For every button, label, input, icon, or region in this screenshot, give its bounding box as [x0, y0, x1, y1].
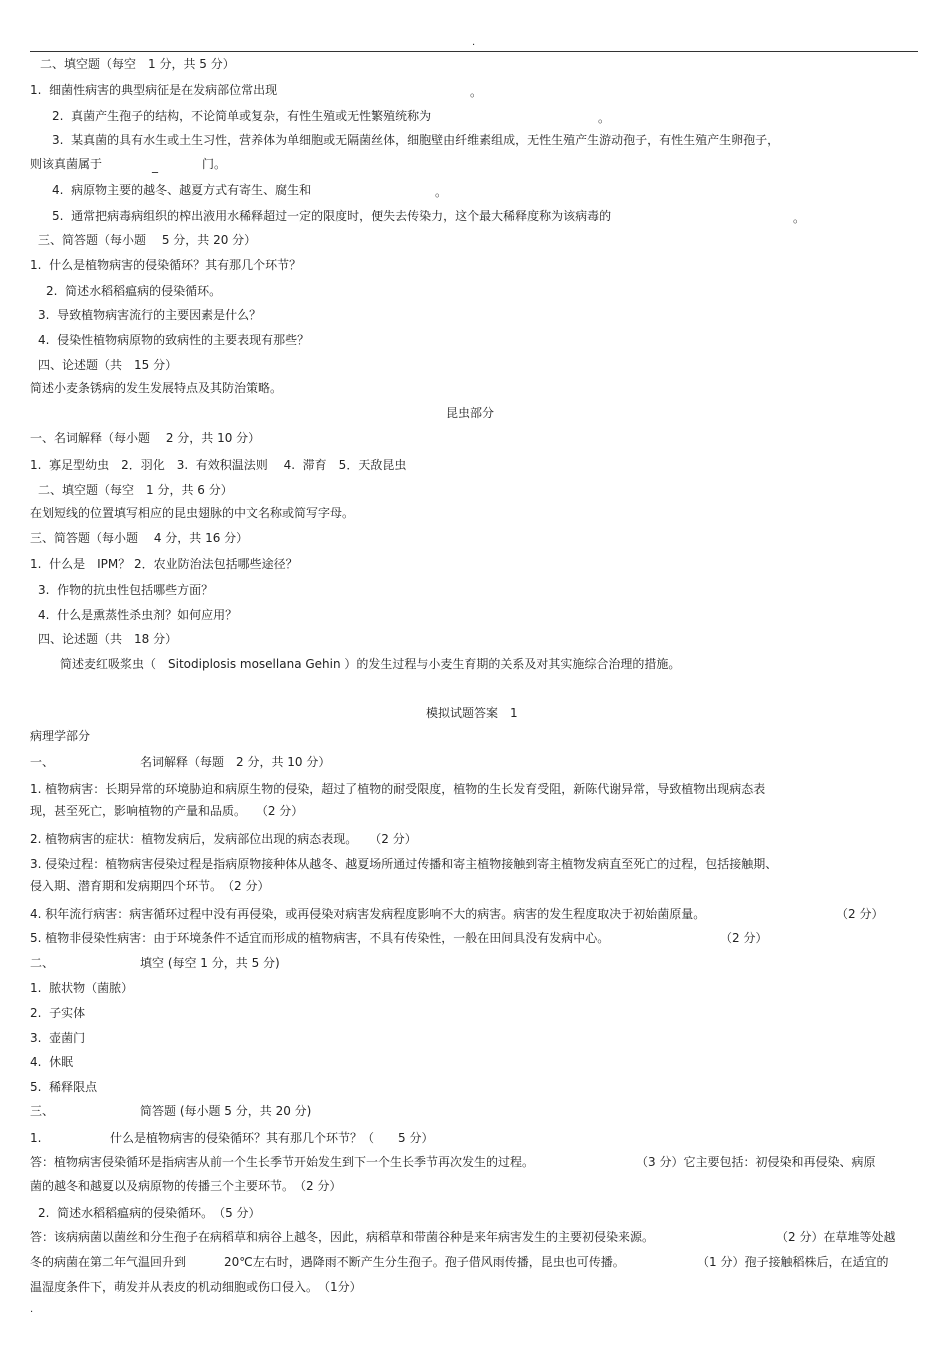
answer-line: 5. 植物非侵染性病害：由于环境条件不适宜而形成的植物病害，不具有传染性，一般在田间具没有发病中心。: [30, 931, 610, 945]
question-item: 1. 什么是 IPM？ 2．农业防治法包括哪些途径？: [30, 557, 298, 571]
question-item: 3. 某真菌的具有水生或土生习性，营养体为单细胞或无隔菌丝体，细胞壁由纤维素组成，无性生殖产生游动孢子，有性生殖产生卵孢子，: [52, 133, 780, 147]
section-title: 三、简答题（每小题 5 分，共 20 分）: [38, 233, 257, 247]
score-label: （2 分）: [836, 907, 884, 921]
header-rule: [30, 51, 918, 52]
question-item: 4. 什么是熏蒸性杀虫剂？如何应用？: [38, 608, 238, 622]
question-item: 3. 导致植物病害流行的主要因素是什么？: [38, 308, 262, 322]
section-title-num: 二、: [30, 956, 55, 970]
question-item: 简述麦红吸浆虫（ Sitodiplosis mosellana Gehin ）的发生过程与小麦生育期的关系及对其实施综合治理的措施。: [60, 657, 681, 671]
section-title: 二、填空题（每空 1 分，共 5 分）: [40, 57, 235, 71]
question-item: 则该真菌属于: [30, 157, 103, 171]
question-item: 3. 作物的抗虫性包括哪些方面？: [38, 583, 214, 597]
header-dot: .: [472, 37, 476, 48]
section-title: 四、论述题（共 15 分）: [38, 358, 178, 372]
section-title: 名词解释（每题 2 分，共 10 分）: [140, 755, 331, 769]
answer-line: 2. 植物病害的症状：植物发病后，发病部位出现的病态表现。 （2 分）: [30, 832, 417, 846]
answer-line: 答：植物病害侵染循环是指病害从前一个生长季节开始发生到下一个生长季节再次发生的过程。: [30, 1155, 535, 1169]
question-item: 2. 简述水稻稻瘟病的侵染循环。 （5 分）: [38, 1206, 261, 1220]
question-item: 1. 细菌性病害的典型病征是在发病部位常出现: [30, 83, 278, 97]
question-item: 1. 寡足型幼虫 2．羽化 3. 有效积温法则 4. 滞育 5．天敌昆虫: [30, 458, 407, 472]
question-item: 2. 真菌产生孢子的结构，不论简单或复杂，有性生殖或无性繁殖统称为: [52, 109, 432, 123]
blank-end: 门。: [202, 157, 227, 171]
section-title: 一、名词解释（每小题 2 分，共 10 分）: [30, 431, 261, 445]
section-title: 三、简答题（每小题 4 分，共 16 分）: [30, 531, 249, 545]
question-item: 4. 侵染性植物病原物的致病性的主要表现有那些？: [38, 333, 310, 347]
answer-line: 1. 植物病害：长期异常的环境胁迫和病原生物的侵染，超过了植物的耐受限度，植物的生长发育受阻，新陈代谢异常，导致植物出现病态表: [30, 782, 766, 796]
answer-line: （3 分）它主要包括：初侵染和再侵染、病原: [636, 1155, 876, 1169]
answer-line: 现，甚至死亡，影响植物的产量和品质。 （2 分）: [30, 804, 304, 818]
question-item: 1. 什么是植物病害的侵染循环？其有那几个环节？: [30, 258, 302, 272]
answers-heading: 模拟试题答案 1: [426, 706, 518, 720]
answer-line: 温湿度条件下，萌发并从表皮的机动细胞或伤口侵入。 （1分）: [30, 1280, 362, 1294]
blank-end: 。: [598, 111, 611, 125]
answer-line: 答：该病病菌以菌丝和分生孢子在病稻草和病谷上越冬，因此，病稻草和带菌谷种是来年病害发生的主要初侵染来源。: [30, 1230, 655, 1244]
answer-line: 侵入期、潜育期和发病期四个环节。 （2 分）: [30, 879, 270, 893]
answer-line: 3. 壶菌门: [30, 1031, 86, 1045]
answer-line: 3. 侵染过程：植物病害侵染过程是指病原物接种体从越冬、越夏场所通过传播和寄主植物接触到寄主植物发病直至死亡的过程，包括接触期、: [30, 857, 778, 871]
blank-mark: _: [152, 159, 158, 173]
answer-line: 4. 积年流行病害：病害循环过程中没有再侵染，或再侵染对病害发病程度影响不大的病害。病害的发生程度取决于初始菌原量。: [30, 907, 706, 921]
question-item: 5. 通常把病毒病组织的榨出液用水稀释超过一定的限度时，便失去传染力，这个最大稀释度称为该病毒的: [52, 209, 612, 223]
section-title-num: 一、: [30, 755, 55, 769]
blank-end: 。: [435, 185, 448, 199]
question-item: 2. 简述水稻稻瘟病的侵染循环。: [46, 284, 222, 298]
question-item: 在划短线的位置填写相应的昆虫翅脉的中文名称或简写字母。: [30, 506, 355, 520]
section-title-num: 三、: [30, 1104, 55, 1118]
score-label: （2 分）: [720, 931, 768, 945]
answer-line: 菌的越冬和越夏以及病原物的传播三个主要环节。 （2 分）: [30, 1179, 342, 1193]
answer-line: 2. 子实体: [30, 1006, 86, 1020]
answer-line: （2 分）在草堆等处越: [776, 1230, 896, 1244]
footer-dot: .: [30, 1304, 34, 1315]
blank-end: 。: [793, 211, 806, 225]
question-num: 1.: [30, 1131, 42, 1145]
section-title: 四、论述题（共 18 分）: [38, 632, 178, 646]
question-item: 简述小麦条锈病的发生发展特点及其防治策略。: [30, 381, 283, 395]
section-title: 简答题 (每小题 5 分，共 20 分): [140, 1104, 312, 1118]
answer-line: 冬的病菌在第二年气温回升到: [30, 1255, 187, 1269]
question-item: 什么是植物病害的侵染循环？其有那几个环节？（ 5 分）: [110, 1131, 434, 1145]
question-item: 4. 病原物主要的越冬、越夏方式有寄生、腐生和: [52, 183, 312, 197]
answer-line: （1 分）孢子接触稻株后，在适宜的: [697, 1255, 889, 1269]
part-heading: 病理学部分: [30, 729, 91, 743]
part-heading: 昆虫部分: [446, 406, 495, 420]
answer-line: 4. 休眠: [30, 1055, 74, 1069]
answer-line: 1. 脓状物（菌脓）: [30, 981, 134, 995]
section-title: 填空 (每空 1 分，共 5 分): [140, 956, 280, 970]
section-title: 二、填空题（每空 1 分，共 6 分）: [38, 483, 233, 497]
answer-line: 20℃左右时，遇降雨不断产生分生孢子。孢子借风雨传播，昆虫也可传播。: [224, 1255, 625, 1269]
answer-line: 5. 稀释限点: [30, 1080, 98, 1094]
blank-end: 。: [470, 85, 483, 99]
